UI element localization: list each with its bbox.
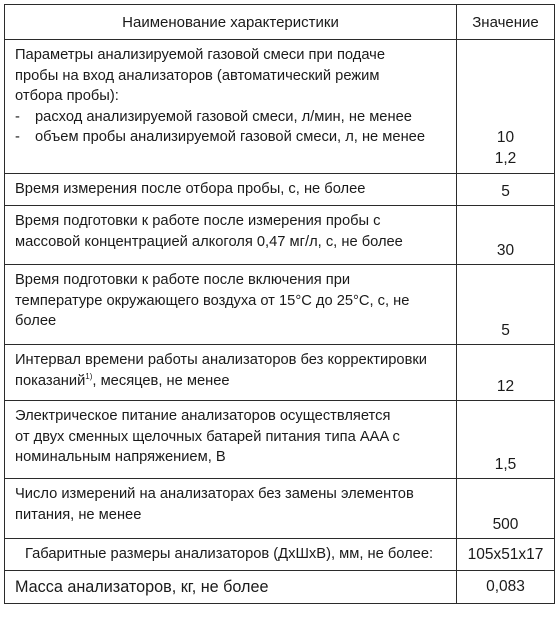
row-name-line: Интервал времени работы анализаторов без корректировки xyxy=(15,352,428,368)
row-name-line: Число измерений на анализаторах без замены элементов xyxy=(15,486,414,502)
row-name-cell xyxy=(5,571,457,604)
row-value-cell: 1,5 xyxy=(457,401,555,479)
row-value-cell: 0,083 xyxy=(457,571,555,604)
row-value-cell xyxy=(457,40,555,174)
row-name-cell xyxy=(5,40,457,174)
row-name-cell xyxy=(5,206,457,265)
table-row xyxy=(5,479,555,539)
row-name-line-with-footnote xyxy=(15,371,448,392)
row-value-cell: 105x51x17 xyxy=(457,539,555,571)
row-name-line: Электрическое питание анализаторов осуществляется xyxy=(15,408,391,424)
sub-item-value: 1,2 xyxy=(494,149,517,167)
row-name-line: Габаритные размеры анализаторов (ДхШхВ), мм, не более: xyxy=(25,546,434,563)
sub-item xyxy=(15,127,448,148)
row-value-cell: 12 xyxy=(457,345,555,401)
row-name-tail: , месяцев, не менее xyxy=(92,372,230,389)
table-row xyxy=(5,401,555,479)
row-name-cell xyxy=(5,401,457,479)
row-value-cell: 5 xyxy=(457,174,555,206)
column-header-value: Значение xyxy=(457,5,555,40)
row-name-line: более xyxy=(15,313,57,329)
row-name-cell xyxy=(5,479,457,539)
row-name-line: номинальным напряжением, В xyxy=(15,449,226,465)
row-value-cell: 5 xyxy=(457,265,555,345)
row-name-line: отбора пробы): xyxy=(15,88,119,104)
row-name-line: питания, не менее xyxy=(15,506,142,523)
table-header-row xyxy=(5,5,555,40)
table-row xyxy=(5,265,555,345)
table-row xyxy=(5,206,555,265)
table-row xyxy=(5,174,555,206)
row-name-line: температуре окружающего воздуха от 15°С до 25°С, с, не xyxy=(15,292,410,309)
row-name-cell xyxy=(5,265,457,345)
row-name-text: показаний xyxy=(15,372,86,389)
sub-item-text: объем пробы анализируемой газовой смеси, л, не менее xyxy=(35,129,426,145)
row-name-line: Время подготовки к работе после включения при xyxy=(15,272,351,288)
row-name-cell xyxy=(5,345,457,401)
sub-item-bullet: - xyxy=(15,129,20,145)
table-row xyxy=(5,571,555,604)
row-value-cell: 30 xyxy=(457,206,555,265)
row-name-line: Время измерения после отбора пробы, с, не более xyxy=(15,181,366,197)
row-value-cell: 500 xyxy=(457,479,555,539)
sub-item xyxy=(15,107,448,128)
row-name-line: Масса анализаторов, кг, не более xyxy=(15,577,269,596)
table-row xyxy=(5,539,555,571)
footnote-marker: 1) xyxy=(85,371,93,381)
row-name-line: от двух сменных щелочных батарей питания типа AAA с xyxy=(15,428,400,445)
row-name-line: массовой концентрацией алкоголя 0,47 мг/л, с, не более xyxy=(15,233,403,250)
row-name-line: пробы на вход анализаторов (автоматический режим xyxy=(15,67,380,84)
sub-item-text: расход анализируемой газовой смеси, л/мин, не менее xyxy=(35,108,412,125)
row-name-cell xyxy=(5,539,457,571)
table-row xyxy=(5,40,555,174)
column-header-name: Наименование характеристики xyxy=(5,5,457,40)
specification-table xyxy=(4,4,555,604)
sub-item-value: 10 xyxy=(496,129,515,146)
table-row xyxy=(5,345,555,401)
row-name-line: Параметры анализируемой газовой смеси при подаче xyxy=(15,47,385,63)
row-name-cell xyxy=(5,174,457,206)
row-name-line: Время подготовки к работе после измерения пробы с xyxy=(15,213,381,229)
sub-item-bullet: - xyxy=(15,108,20,125)
